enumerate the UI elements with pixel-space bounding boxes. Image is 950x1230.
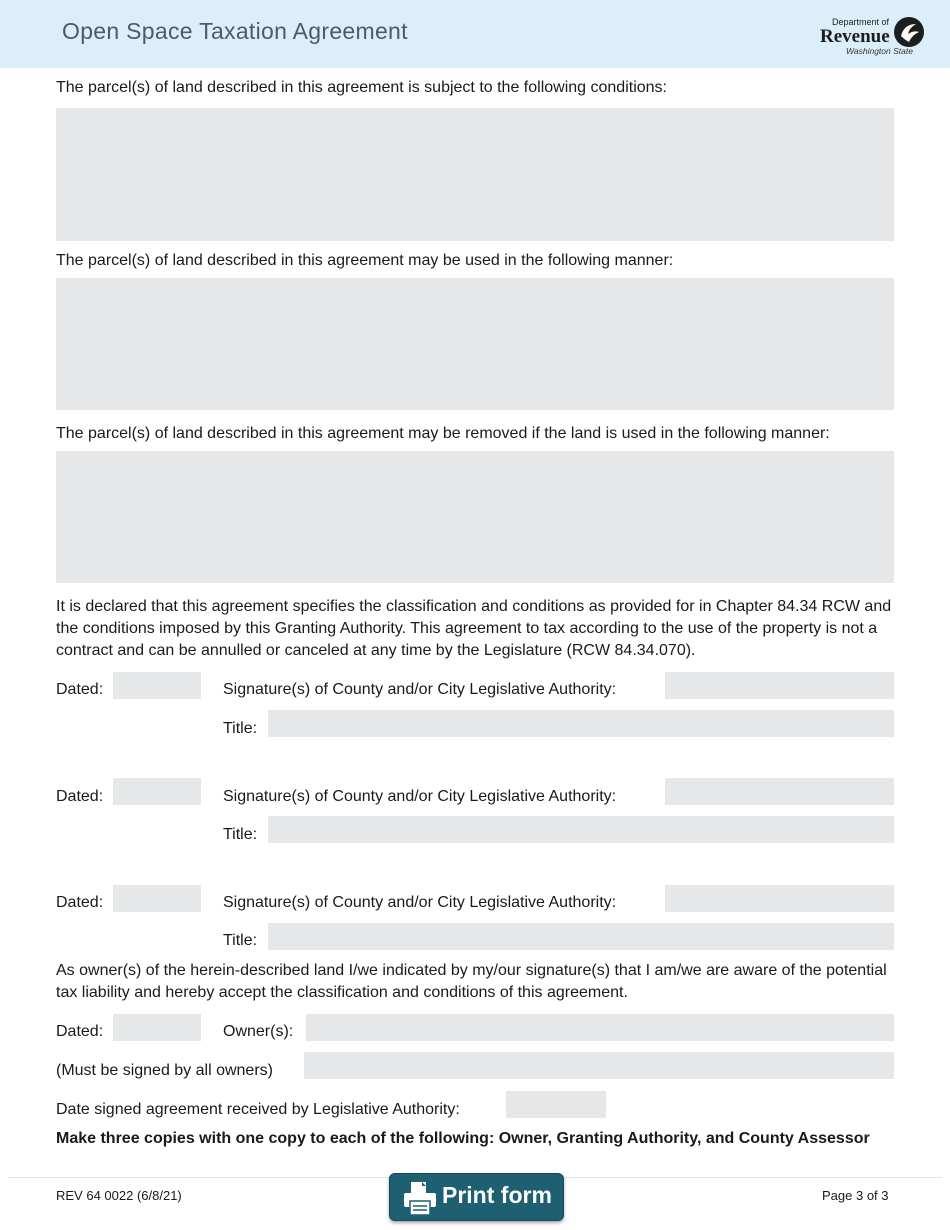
- signature-label-3: Signature(s) of County and/or City Legislative Authority:: [223, 894, 617, 911]
- owner-dated-field[interactable]: [113, 1014, 201, 1041]
- conditions-field[interactable]: [56, 108, 894, 241]
- received-date-label: Date signed agreement received by Legislative Authority:: [56, 1101, 460, 1118]
- must-sign-label: (Must be signed by all owners): [56, 1062, 273, 1079]
- logo-revenue-text: Revenue: [820, 26, 890, 47]
- page-title: Open Space Taxation Agreement: [62, 18, 408, 44]
- title-label-2: Title:: [223, 826, 258, 843]
- conditions-label: The parcel(s) of land described in this agreement is subject to the following conditions:: [56, 79, 667, 96]
- print-form-label: Print form: [442, 1182, 552, 1208]
- logo-state-text: Washington State: [846, 46, 913, 56]
- dated-label-3: Dated:: [56, 894, 104, 911]
- form-id: REV 64 0022 (6/8/21): [56, 1188, 182, 1203]
- signature-field-3[interactable]: [665, 885, 894, 912]
- logo-dept-text: Department of: [832, 17, 890, 27]
- removal-label: The parcel(s) of land described in this agreement may be removed if the land is used in the following manner:: [56, 425, 830, 442]
- owners-label: Owner(s):: [223, 1023, 294, 1040]
- print-form-button[interactable]: [389, 1173, 564, 1221]
- dated-field-3[interactable]: [113, 885, 201, 912]
- dated-field-2[interactable]: [113, 778, 201, 805]
- page-header: [0, 0, 950, 68]
- title-label-3: Title:: [223, 932, 258, 949]
- signature-label-2: Signature(s) of County and/or City Legislative Authority:: [223, 788, 617, 805]
- title-field-2[interactable]: [268, 816, 894, 843]
- printer-icon: [402, 1180, 438, 1216]
- title-field-1[interactable]: [268, 710, 894, 737]
- signature-field-1[interactable]: [665, 672, 894, 699]
- owner-dated-label: Dated:: [56, 1023, 104, 1040]
- owners-field-2[interactable]: [304, 1052, 894, 1079]
- declaration-text: It is declared that this agreement specifies the classification and conditions as provided for in Chapter 84.34 RCW and the conditions imposed by this Granting Authority. This agreement to tax according to the use of the property is not a contract and can be annulled or canceled at any time by the Legislature (RCW 84.34.070).: [56, 598, 892, 659]
- owner-statement: As owner(s) of the herein-described land I/we indicated by my/our signature(s) that I am/we are aware of the potential tax liability and hereby accept the classification and conditions of this agreement.: [56, 962, 887, 1001]
- page-number: Page 3 of 3: [822, 1188, 889, 1203]
- copies-note: Make three copies with one copy to each of the following: Owner, Granting Authority, and County Assessor: [56, 1130, 870, 1147]
- logo-swoosh-icon: [892, 15, 926, 49]
- usage-label: The parcel(s) of land described in this agreement may be used in the following manner:: [56, 252, 674, 269]
- signature-label-1: Signature(s) of County and/or City Legislative Authority:: [223, 681, 617, 698]
- dor-logo: [820, 12, 930, 58]
- title-label-1: Title:: [223, 720, 258, 737]
- dated-label-1: Dated:: [56, 681, 104, 698]
- dated-field-1[interactable]: [113, 672, 201, 699]
- usage-field[interactable]: [56, 278, 894, 410]
- dated-label-2: Dated:: [56, 788, 104, 805]
- received-date-field[interactable]: [506, 1091, 606, 1118]
- removal-field[interactable]: [56, 451, 894, 583]
- title-field-3[interactable]: [268, 923, 894, 950]
- signature-field-2[interactable]: [665, 778, 894, 805]
- owners-field[interactable]: [306, 1014, 894, 1041]
